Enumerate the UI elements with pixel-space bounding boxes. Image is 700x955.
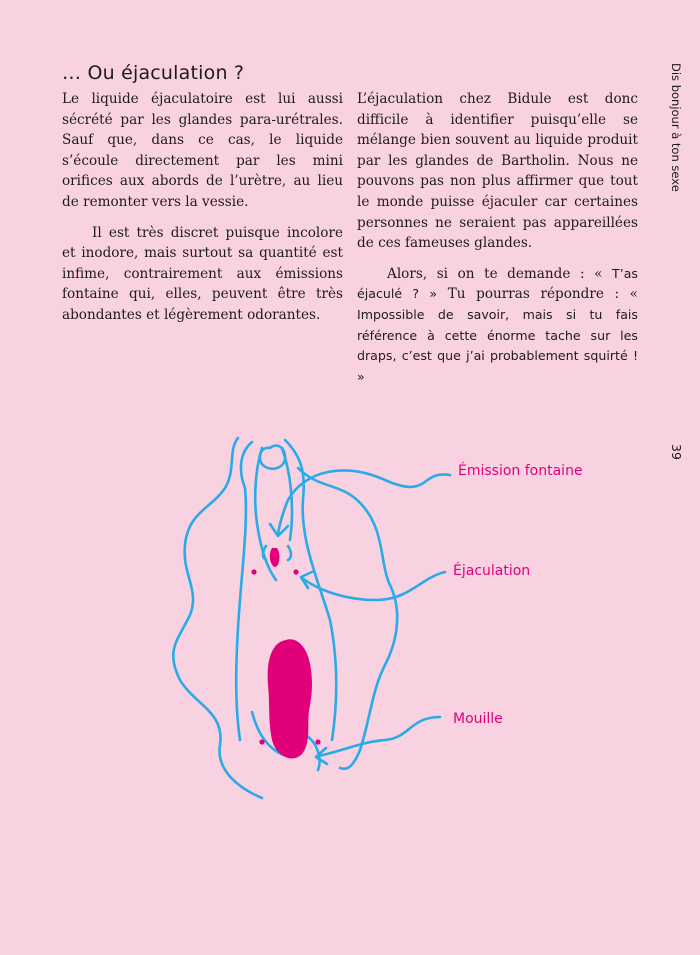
right-paragraph-1: L’éjaculation chez Bidule est donc difficile à identifier puisqu’elle se mélange bien souvent au liquide produit par les glandes de Bartholin. Nous ne pouvons pas non plus affirmer que tout le monde puisse éjaculer car certaines personnes ne seraient pas appareillées de ces fameuses glandes.: [357, 91, 638, 252]
left-paragraph-1: Le liquide éjaculatoire est lui aussi sécrété par les glandes para-urétrales. Sauf que, dans ce cas, le liquide s’écoule directement par les mini orifices aux abords de l’urètre, au lieu de remonter vers la vessie.: [62, 91, 343, 210]
diagram-bartholin-right: [315, 739, 320, 744]
label-wet: Mouille: [453, 711, 503, 727]
quote-intro: Alors, si on te demande : «: [387, 265, 613, 282]
quote-answer: Impossible de savoir, mais si tu fais référence à cette énorme tache sur les draps, c’est que j’ai probablement squirté ! »: [357, 306, 638, 384]
diagram-outer-lip-right: [298, 468, 397, 769]
diagram-gland-right: [293, 569, 298, 574]
diagram-clitoris: [270, 548, 280, 567]
quote-answer-intro: Tu pourras répondre : «: [437, 286, 638, 303]
running-head: Dis bonjour à ton sexe: [669, 63, 683, 192]
diagram-outer-lip-left: [173, 438, 262, 798]
section-heading: … Ou éjaculation ?: [62, 62, 245, 84]
page-number: 39: [669, 444, 684, 460]
diagram-urethra-right: [288, 546, 291, 560]
label-fountain: Émission fontaine: [458, 463, 583, 479]
diagram-gland-left: [251, 569, 256, 574]
diagram-bartholin-left: [259, 739, 264, 744]
quote-question: T’as éjaculé ? »: [357, 265, 638, 302]
diagram-wet-vestibule: [268, 639, 312, 758]
label-ejaculation: Éjaculation: [453, 563, 531, 579]
arrow-wet: [318, 717, 440, 756]
left-paragraph-2: Il est très discret puisque incolore et inodore, mais surtout sa quantité est infime, contrairement aux émissions fontaine qui, elles, peuvent être très abondantes et légèrement odorantes.: [62, 224, 343, 323]
diagram-hood-left: [236, 442, 252, 740]
